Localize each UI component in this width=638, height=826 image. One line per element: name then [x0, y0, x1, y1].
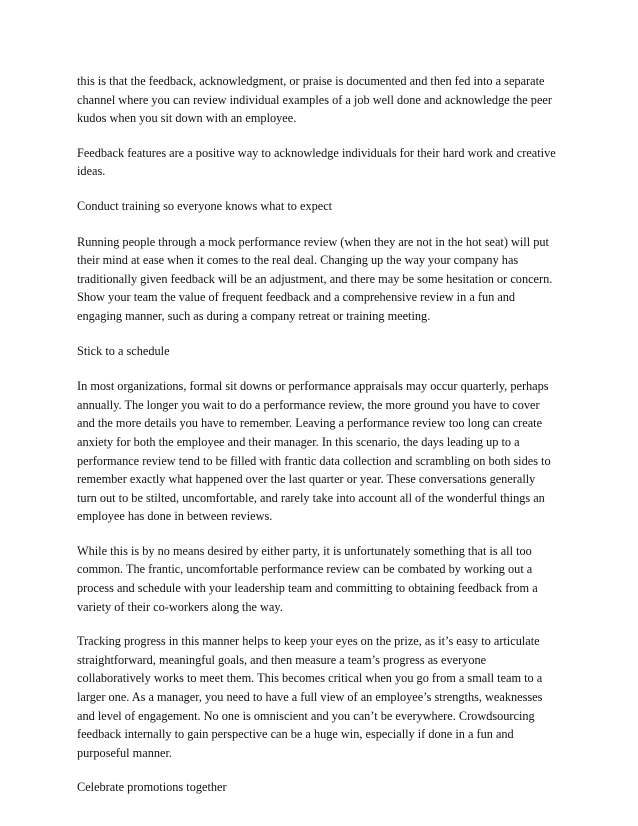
body-paragraph [77, 632, 565, 762]
text-line: Stick to a schedule [77, 343, 170, 358]
text-line: straightforward, meaningful goals, and then measure a team’s progress as everyone [77, 652, 487, 667]
text-line: employee has done in between reviews. [77, 509, 273, 524]
body-paragraph [77, 377, 565, 526]
text-line: their mind at ease when it comes to the real deal. Changing up the way your company has [77, 253, 519, 268]
body-paragraph [77, 233, 565, 326]
text-line: variety of their co-workers along the way. [77, 599, 283, 614]
text-line: channel where you can review individual examples of a job well done and acknowledge the peer [77, 92, 552, 107]
section-heading [77, 342, 565, 361]
text-line: and level of engagement. No one is omniscient and you can’t be everywhere. Crowdsourcing [77, 708, 535, 723]
text-line: Tracking progress in this manner helps to keep your eyes on the prize, as it’s easy to articulate [77, 634, 540, 649]
text-line: Celebrate promotions together [77, 780, 227, 795]
document-body [77, 72, 565, 814]
text-line: In most organizations, formal sit downs or performance appraisals may occur quarterly, perhaps [77, 379, 549, 394]
text-line: process and schedule with your leadership team and committing to obtaining feedback from a [77, 581, 538, 596]
body-paragraph [77, 542, 565, 616]
text-line: Show your team the value of frequent feedback and a comprehensive review in a fun and [77, 290, 516, 305]
text-line: engaging manner, such as during a company retreat or training meeting. [77, 308, 431, 323]
section-heading [77, 197, 565, 216]
text-line: collaboratively works to meet them. This becomes critical when you go from a small team to a [77, 671, 543, 686]
text-line: common. The frantic, uncomfortable performance review can be combated by working out a [77, 562, 533, 577]
text-line: remember exactly what happened over the last quarter or year. These conversations generally [77, 472, 536, 487]
text-line: While this is by no means desired by either party, it is unfortunately something that is all too [77, 543, 532, 558]
text-line: annually. The longer you wait to do a performance review, the more ground you have to cover [77, 397, 540, 412]
text-line: kudos when you sit down with an employee. [77, 111, 297, 126]
body-paragraph [77, 72, 565, 128]
section-heading [77, 778, 565, 797]
text-line: feedback internally to gain perspective can be a huge win, especially if done in a fun and [77, 727, 514, 742]
body-paragraph [77, 144, 565, 181]
text-line: traditionally given feedback will be an adjustment, and there may be some hesitation or concern. [77, 271, 553, 286]
text-line: turn out to be stilted, uncomfortable, and rarely take into account all of the wonderful things an [77, 490, 545, 505]
text-line: anxiety for both the employee and their manager. In this scenario, the days leading up to a [77, 434, 520, 449]
text-line: Feedback features are a positive way to acknowledge individuals for their hard work and creative [77, 145, 556, 160]
text-line: ideas. [77, 164, 106, 179]
text-line: Running people through a mock performance review (when they are not in the hot seat) will put [77, 234, 549, 249]
text-line: this is that the feedback, acknowledgment, or praise is documented and then fed into a separate [77, 74, 545, 88]
text-line: and the more details you have to remember. Leaving a performance review too long can create [77, 416, 543, 431]
text-line: Conduct training so everyone knows what to expect [77, 198, 333, 213]
text-line: larger one. As a manager, you need to have a full view of an employee’s strengths, weaknesses [77, 690, 543, 705]
text-line: purposeful manner. [77, 745, 172, 760]
text-line: performance review tend to be filled with frantic data collection and scrambling on both sides to [77, 453, 551, 468]
